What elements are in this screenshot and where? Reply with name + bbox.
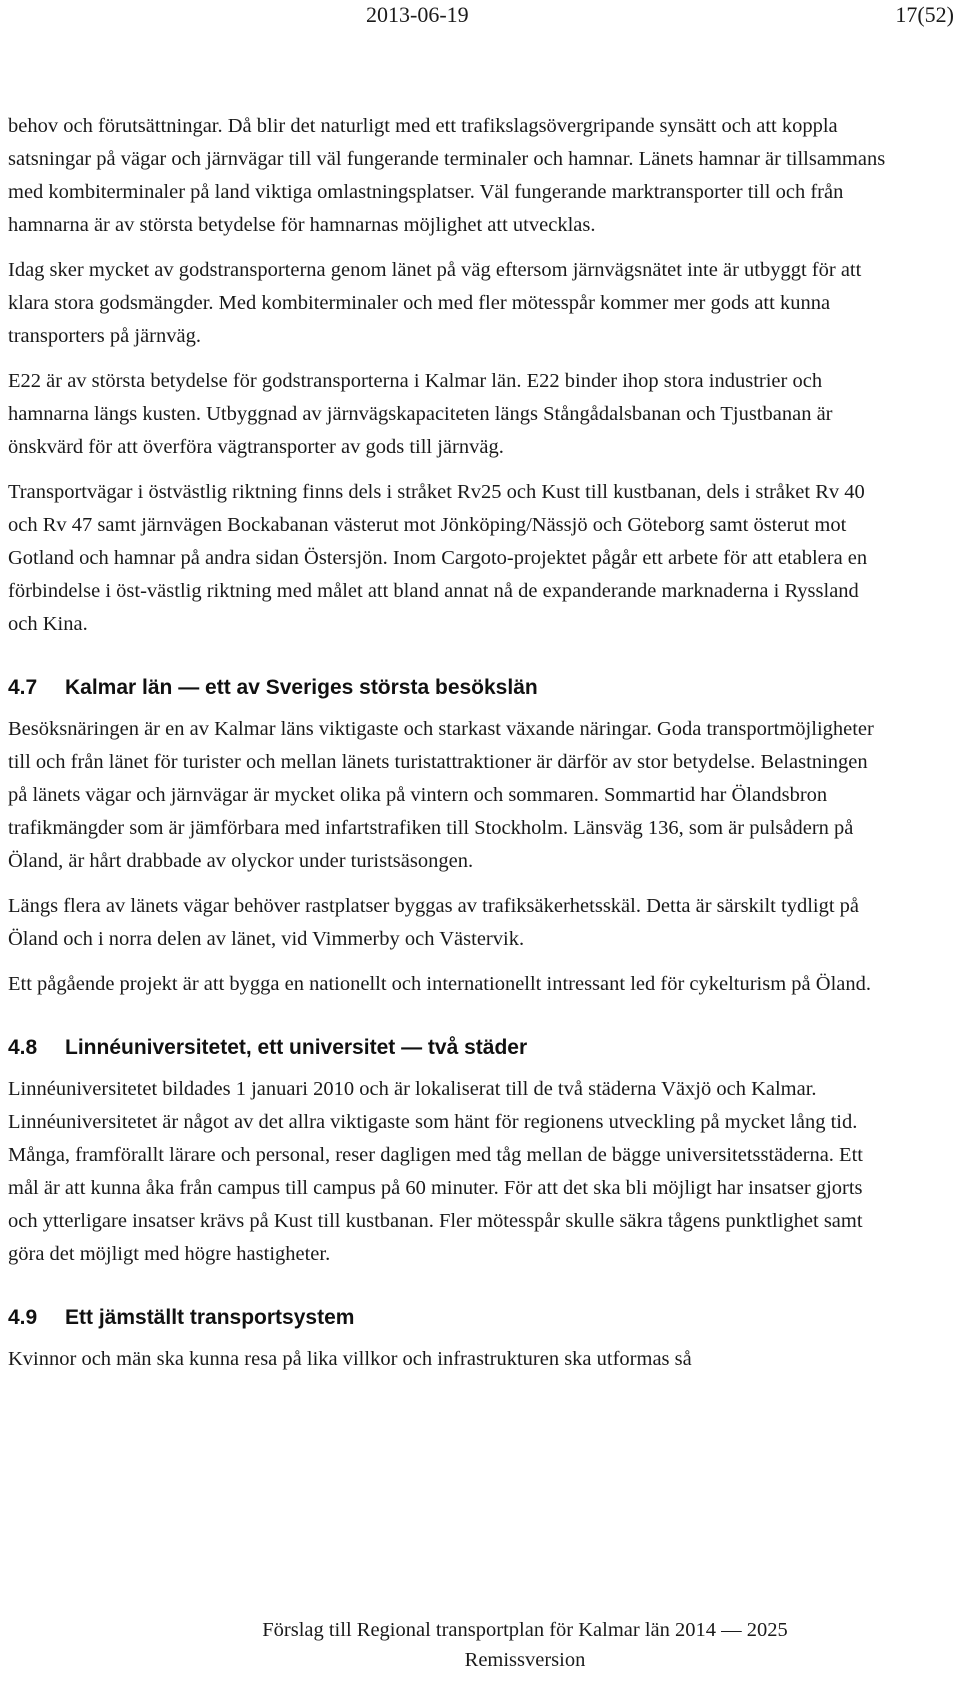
page-number: 17(52)	[895, 2, 954, 27]
footer-title: Förslag till Regional transportplan för Kalmar län 2014 — 2025	[262, 1619, 788, 1641]
section-heading-4-7	[8, 671, 892, 704]
paragraph: Transportvägar i östvästlig riktning finns dels i stråket Rv25 och Kust till kustbanan, dels i stråket Rv 40 och Rv 47 samt järnvägen Bockabanan västerut mot Jönköping/Nässjö och Göteborg samt österut mot Gotland och hamnar på andra sidan Östersjön. Inom Cargoto-projektet pågår ett arbete för att etablera en förbindelse i öst-västlig riktning med målet att bland annat nå de expanderande marknaderna i Ryssland och Kina.	[8, 481, 868, 635]
section-number: 4.9	[8, 1306, 38, 1329]
paragraph: behov och förutsättningar. Då blir det naturligt med ett trafikslagsövergripande synsätt och att koppla satsningar på vägar och järnvägar till väl fungerande terminaler och hamnar. Länets hamnar är tillsammans med kombiterminaler på land viktiga omlastningsplatser. Väl fungerande marktransporter till och från hamnarna är av största betydelse för hamnarnas möjlighet att utvecklas.	[8, 115, 886, 236]
section-heading-4-8	[8, 1031, 892, 1064]
paragraph: Linnéuniversitetet bildades 1 januari 2010 och är lokaliserat till de två städerna Växjö och Kalmar. Linnéuniversitetet är något av det allra viktigaste som hänt för regionens utveckling på mycket lång tid. Många, framförallt lärare och personal, reser dagligen med tåg mellan de bägge universitetsstäderna. Ett mål är att kunna åka från campus till campus på 60 minuter. För att det ska bli möjligt har insatser gjorts och ytterligare insatser krävs på Kust till kustbanan. Fler mötesspår skulle säkra tågens punktlighet samt göra det möjligt med högre hastigheter.	[8, 1078, 863, 1265]
footer-version: Remissversion	[464, 1649, 586, 1671]
section-heading-4-9	[8, 1301, 892, 1334]
paragraph: Idag sker mycket av godstransporterna genom länet på väg eftersom järnvägsnätet inte är utbyggt för att klara stora godsmängder. Med kombiterminaler och med fler mötesspår kommer mer gods att kunna transporters på järnväg.	[8, 259, 862, 347]
section-title: Kalmar län — ett av Sveriges största besökslän	[65, 676, 538, 699]
page-footer	[0, 1615, 960, 1675]
document-date: 2013-06-19	[366, 2, 469, 27]
section-title: Linnéuniversitetet, ett universitet — två städer	[65, 1036, 528, 1059]
section-number: 4.8	[8, 1036, 38, 1059]
paragraph: Kvinnor och män ska kunna resa på lika villkor och infrastrukturen ska utformas så	[8, 1348, 692, 1370]
page-header	[0, 0, 960, 40]
paragraph: E22 är av största betydelse för godstransporterna i Kalmar län. E22 binder ihop stora industrier och hamnarna längs kusten. Utbyggnad av järnvägskapaciteten längs Stångådalsbanan och Tjustbanan är önskvärd för att överföra vägtransporter av gods till järnväg.	[8, 370, 833, 458]
section-number: 4.7	[8, 676, 38, 699]
paragraph: Besöksnäringen är en av Kalmar läns viktigaste och starkast växande näringar. Goda transportmöjligheter till och från länet för turister och mellan länets turistattraktioner är därför av stor betydelse. Belastningen på länets vägar och järnvägar är mycket olika på vintern och sommaren. Sommartid har Ölandsbron trafikmängder som är jämförbara med infartstrafiken till Stockholm. Länsväg 136, som är pulsådern på Öland, är hårt drabbade av olyckor under turistsäsongen.	[8, 718, 874, 872]
paragraph: Ett pågående projekt är att bygga en nationellt och internationellt intressant led för cykelturism på Öland.	[8, 973, 872, 995]
paragraph: Längs flera av länets vägar behöver rastplatser byggas av trafiksäkerhetsskäl. Detta är särskilt tydligt på Öland och i norra delen av länet, vid Vimmerby och Västervik.	[8, 895, 860, 950]
document-body	[8, 110, 892, 1376]
section-title: Ett jämställt transportsystem	[65, 1306, 355, 1329]
